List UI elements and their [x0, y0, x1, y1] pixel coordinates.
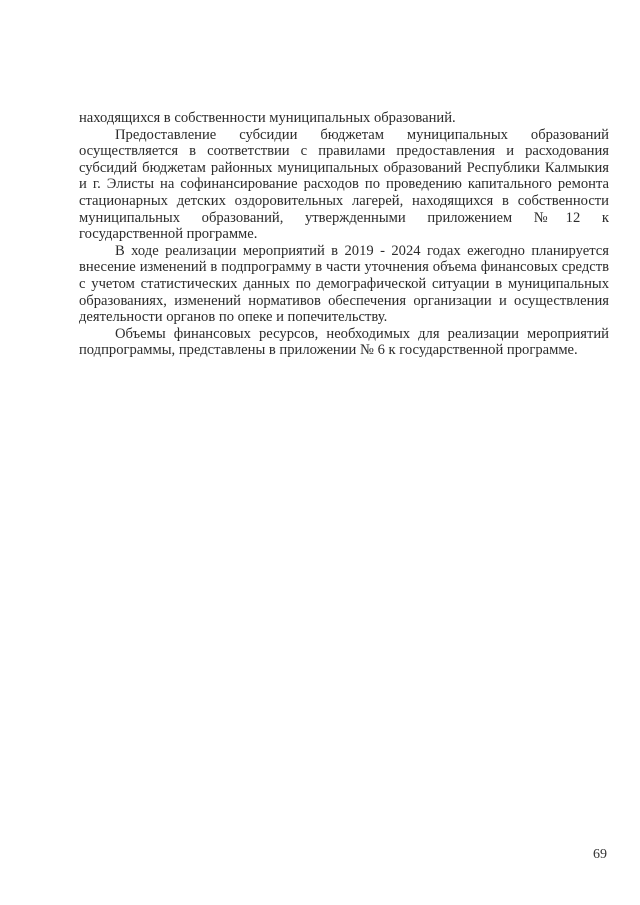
text-line: и г. Элисты на софинансирование расходов по проведению капитального ремонта [79, 176, 609, 193]
text-line: муниципальных образований, утвержденными приложением №12 к [79, 209, 609, 226]
text-line: находящихся в собственности муниципальных образований. [79, 110, 456, 126]
text-line: образованиях, изменений нормативов обеспечения организации и осуществления [79, 292, 609, 309]
text-line: осуществляется в соответствии с правилами предоставления и расходования [79, 143, 609, 160]
text-line: Объемы финансовых ресурсов, необходимых для реализации мероприятий [115, 325, 609, 342]
text-line: деятельности органов по опеке и попечительству. [79, 309, 388, 326]
paragraph [79, 127, 609, 243]
paragraph [79, 110, 609, 127]
paragraph [79, 243, 609, 326]
text-line: с учетом статистических данных по демографической ситуации в муниципальных [79, 275, 609, 292]
document-body [79, 110, 609, 359]
text-line: Предоставление субсидии бюджетам муниципальных образований [115, 126, 609, 143]
text-line: подпрограммы, представлены в приложении № 6 к государственной программе. [79, 342, 578, 359]
text-line: стационарных детских оздоровительных лагерей, находящихся в собственности [79, 192, 609, 209]
text-line: В ходе реализации мероприятий в 2019 - 2024 годах ежегодно планируется [115, 242, 609, 259]
text-line: государственной программе. [79, 226, 258, 243]
paragraph [79, 326, 609, 359]
text-line: субсидий бюджетам районных муниципальных образований Республики Калмыкия [79, 159, 609, 176]
page-number: 69 [593, 847, 607, 862]
text-line: внесение изменений в подпрограмму в части уточнения объема финансовых средств [79, 259, 609, 276]
